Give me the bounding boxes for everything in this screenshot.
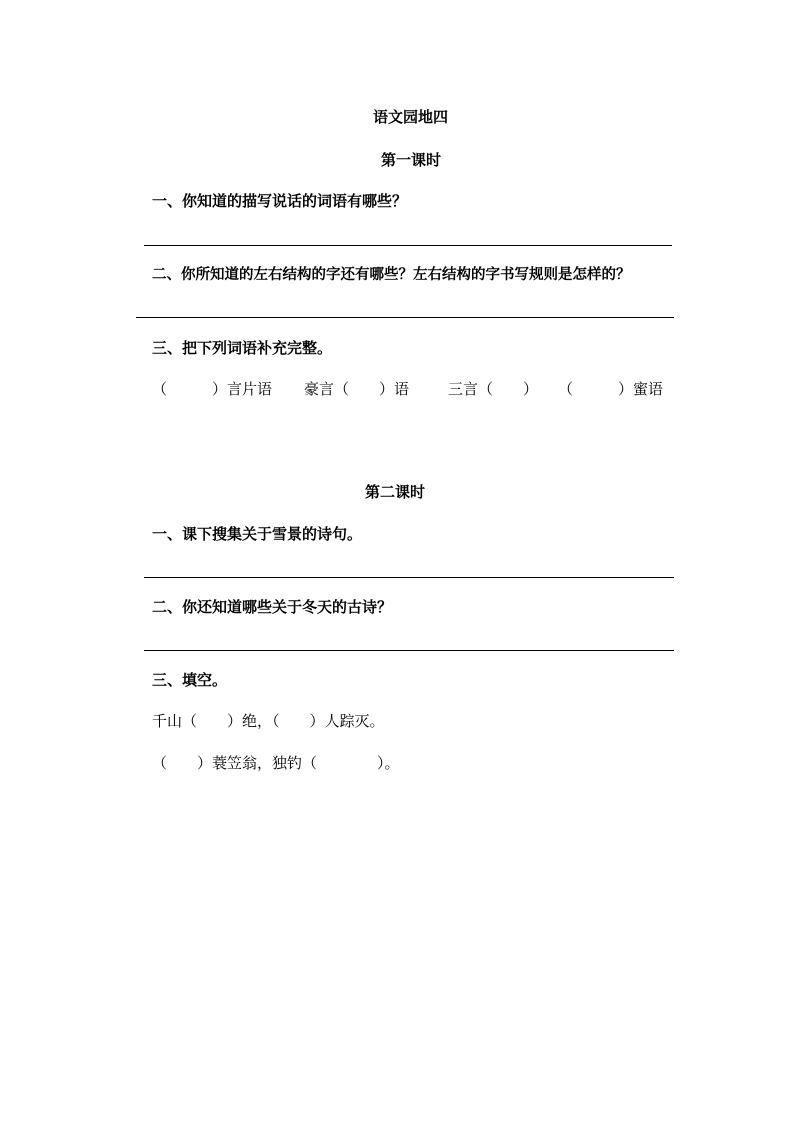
lesson1-question-1: 一、你知道的描写说话的词语有哪些？ <box>152 192 408 210</box>
lesson1-question-3: 三、把下列词语补充完整。 <box>152 339 333 357</box>
lesson2-question-2: 二、你还知道哪些关于冬天的古诗？ <box>152 598 393 616</box>
answer-line-1 <box>144 245 672 246</box>
answer-line-3 <box>144 577 674 578</box>
lesson2-question-3: 三、填空。 <box>152 671 228 689</box>
poem-line-2: （ ）蓑笠翁，独钓（ ）。 <box>152 754 400 772</box>
fill-item-3: 三言（ ） <box>448 380 539 398</box>
fill-item-1: （ ）言片语 <box>152 380 273 398</box>
doc-title: 语文园地四 <box>373 108 449 126</box>
lesson2-title: 第二课时 <box>365 483 426 501</box>
answer-line-2 <box>136 317 674 318</box>
poem-line-1: 千山（ ）绝，（ ）人踪灭。 <box>152 712 385 730</box>
lesson1-question-2: 二、你所知道的左右结构的字还有哪些？左右结构的字书写规则是怎样的？ <box>152 267 631 283</box>
lesson1-title: 第一课时 <box>381 151 442 169</box>
answer-line-4 <box>144 650 674 651</box>
fill-item-4: （ ）蜜语 <box>558 380 664 398</box>
fill-item-2: 豪言（ ）语 <box>304 380 410 398</box>
lesson2-question-1: 一、课下搜集关于雪景的诗句。 <box>152 525 363 543</box>
